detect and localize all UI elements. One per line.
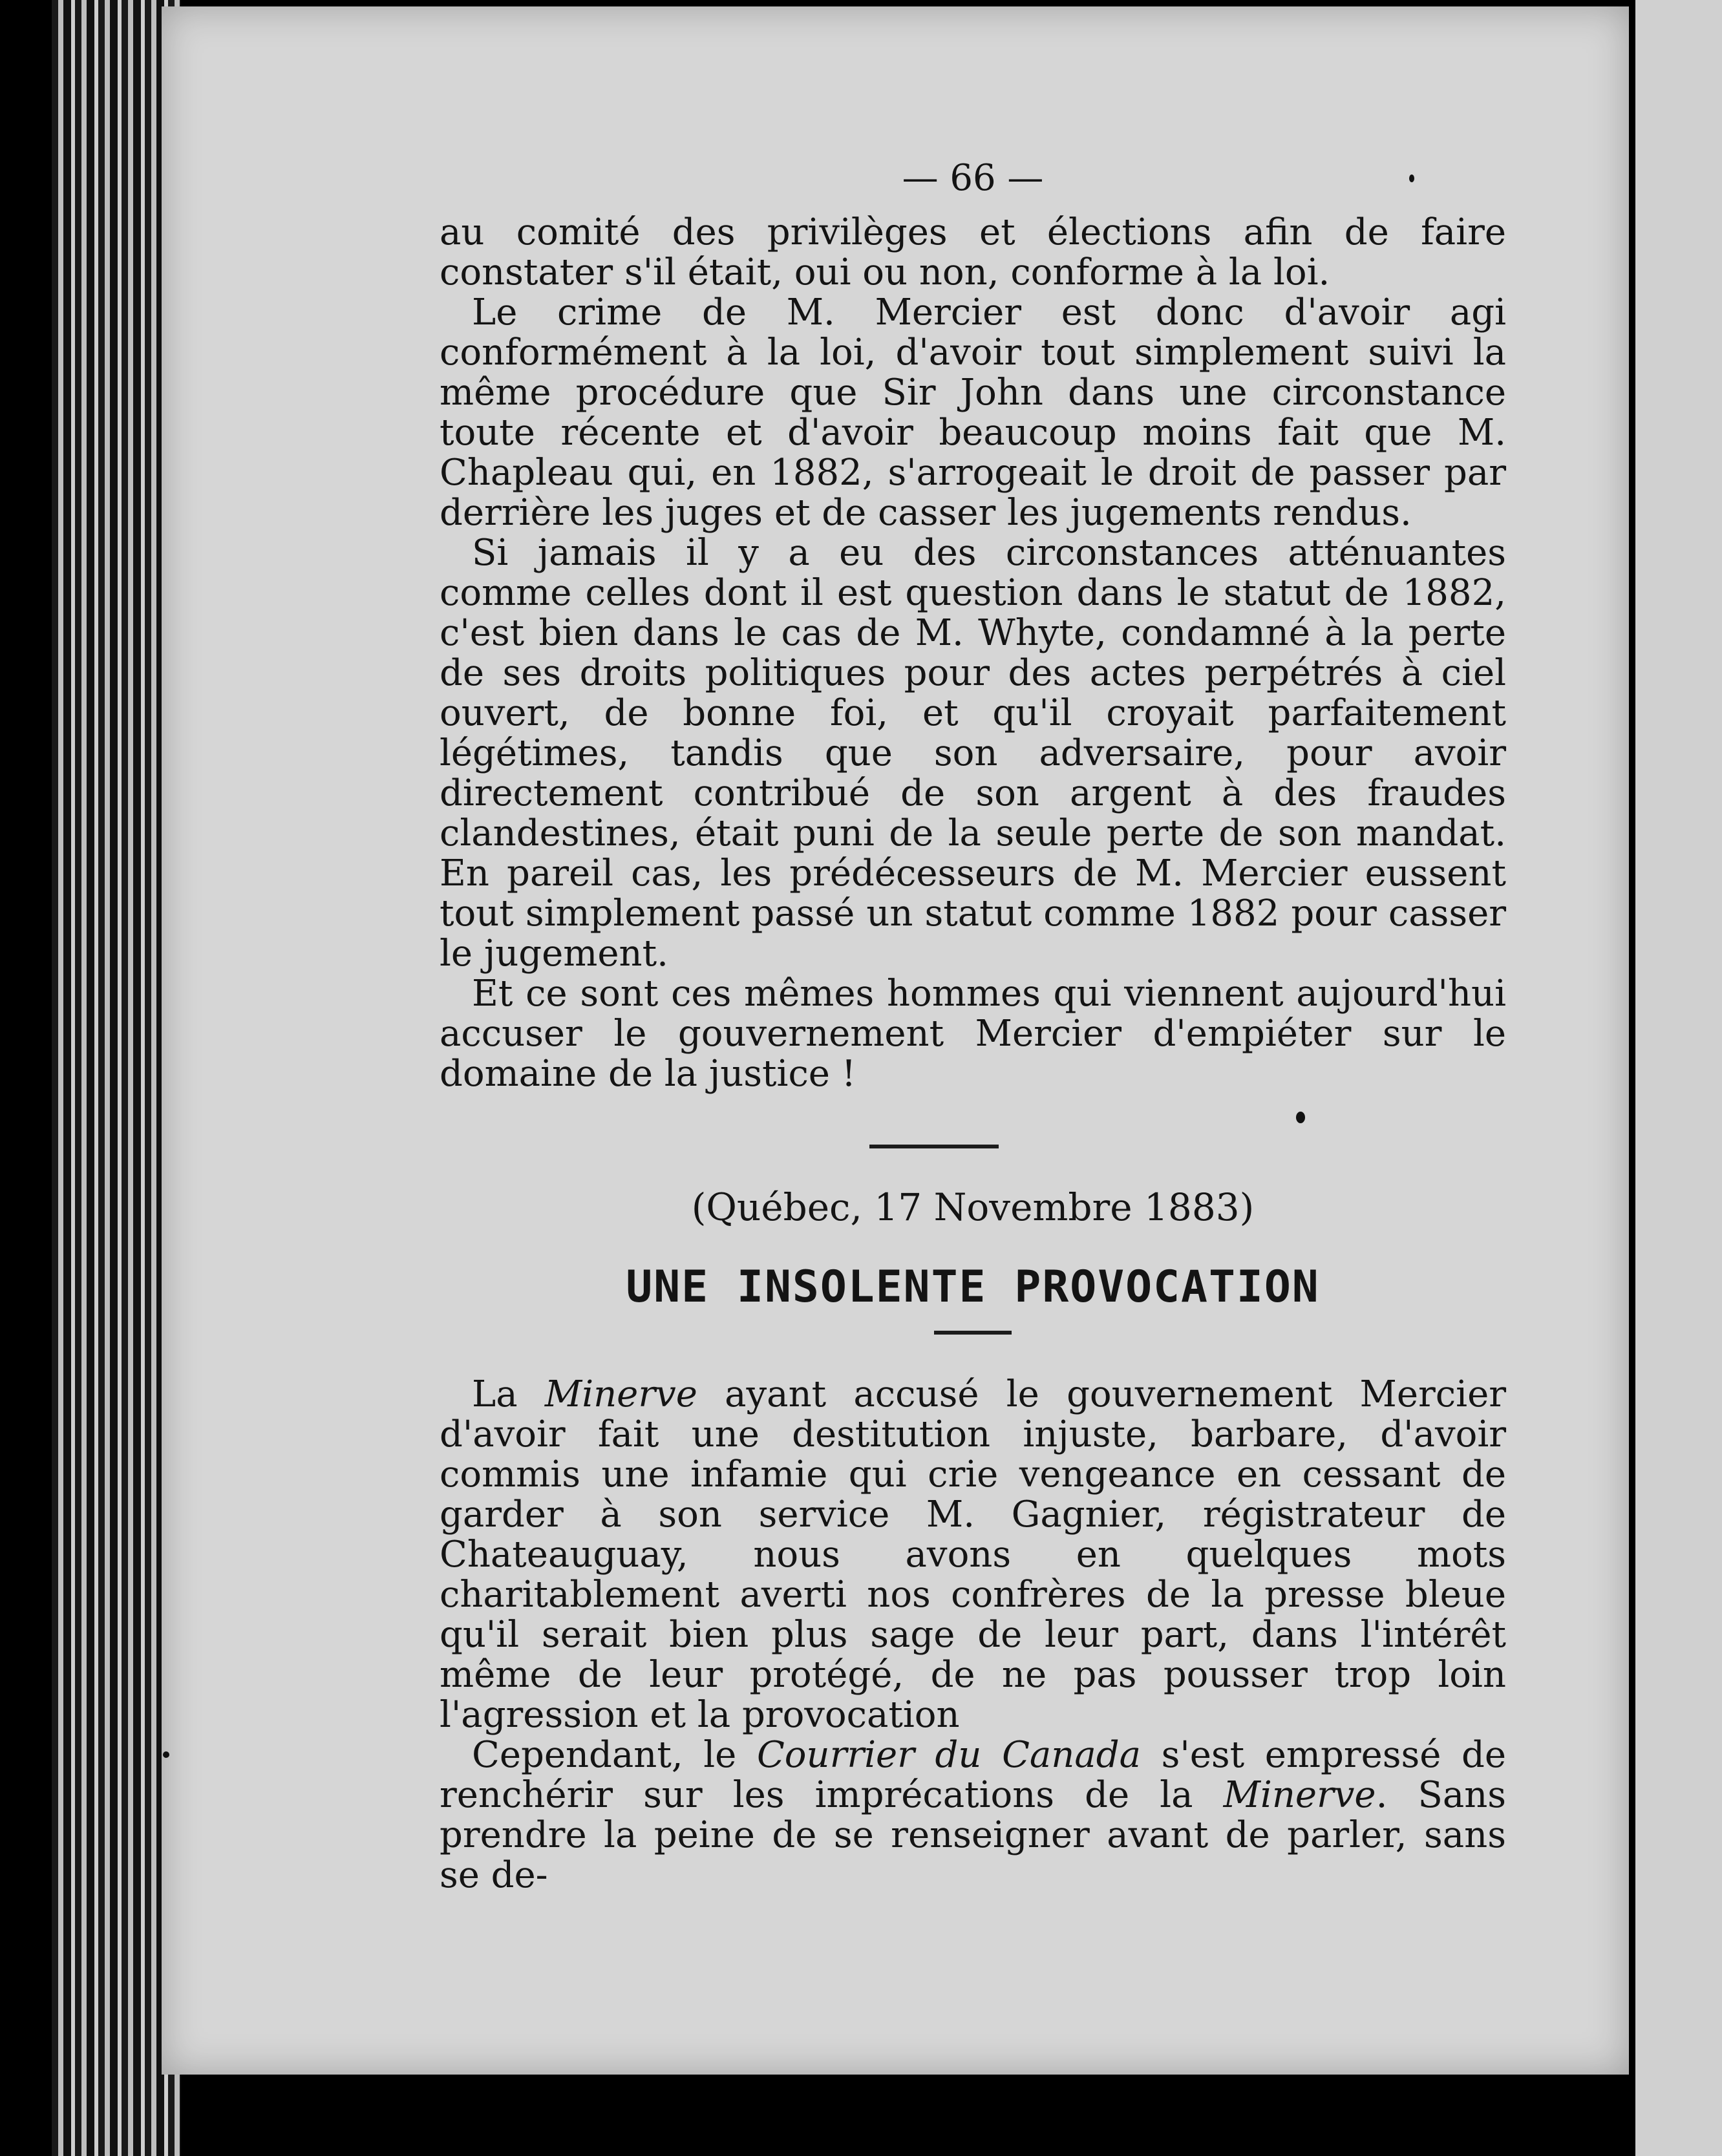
newspaper-title: Minerve [544, 1373, 697, 1415]
text-run: Cependant, le [472, 1734, 757, 1776]
text-run: La [472, 1373, 545, 1415]
text-run: ayant accusé le gouvernement Mercier d'avoir fait une destitution injuste, barbare, d'avoir commis une infamie qui crie vengeance en cessant de garder à son service M. Gagnier, régistrateur de Chateauguay, nous avons en quelques mots charitablement averti nos confrères de la presse bleue qu'il serait bien plus sage de leur part, dans l'intérêt même de leur protégé, de ne pas pousser trop loin l'agression et la provocation [440, 1373, 1506, 1736]
text-run: . Sans prendre la peine de se renseigner avant de parler, sans se de- [440, 1774, 1507, 1896]
article-paragraph [440, 1375, 1506, 1735]
headline-rule [934, 1331, 1012, 1335]
newspaper-title: Minerve [1223, 1774, 1376, 1816]
newspaper-title: Courrier du Canada [756, 1734, 1141, 1776]
article-paragraph [440, 1735, 1506, 1896]
facing-page-edge [1635, 0, 1722, 2156]
paragraph: Et ce sont ces mêmes hommes qui viennent aujourd'hui accuser le gouvernement Mercier d'empiéter sur le domaine de la justice ! [440, 973, 1506, 1095]
paragraph: Le crime de M. Mercier est donc d'avoir agi conformément à la loi, d'avoir tout simplement suivi la même procédure que Sir John dans une circonstance toute récente et d'avoir beaucoup moins fait que M. Chapleau qui, en 1882, s'arrogeait le droit de passer par derrière les juges et de casser les jugements rendus. [440, 291, 1506, 534]
dateline: (Québec, 17 Novembre 1883) [691, 1185, 1255, 1229]
page-text [440, 158, 1506, 1896]
paragraph: au comité des privilèges et élections afin de faire constater s'il était, oui ou non, conforme à la loi. [440, 211, 1506, 293]
page-number: — 66 — [902, 157, 1044, 199]
speck-mark [163, 1751, 169, 1758]
article-headline: UNE INSOLENTE PROVOCATION [626, 1262, 1320, 1313]
text-run: s'est empressé de renchérir sur les imprécations de la [440, 1734, 1506, 1816]
section-divider [869, 1145, 999, 1148]
paragraph: Si jamais il y a eu des circonstances atténuantes comme celles dont il est question dans le statut de 1882, c'est bien dans le cas de M. Whyte, condamné à la perte de ses droits politiques pour des actes perpétrés à ciel ouvert, de bonne foi, et qu'il croyait parfaitement légétimes, tandis que son adversaire, pour avoir directement contribué de son argent à des fraudes clandestines, était puni de la seule perte de son mandat. En pareil cas, les prédécesseurs de M. Mercier eussent tout simplement passé un statut comme 1882 pour casser le jugement. [440, 532, 1506, 975]
